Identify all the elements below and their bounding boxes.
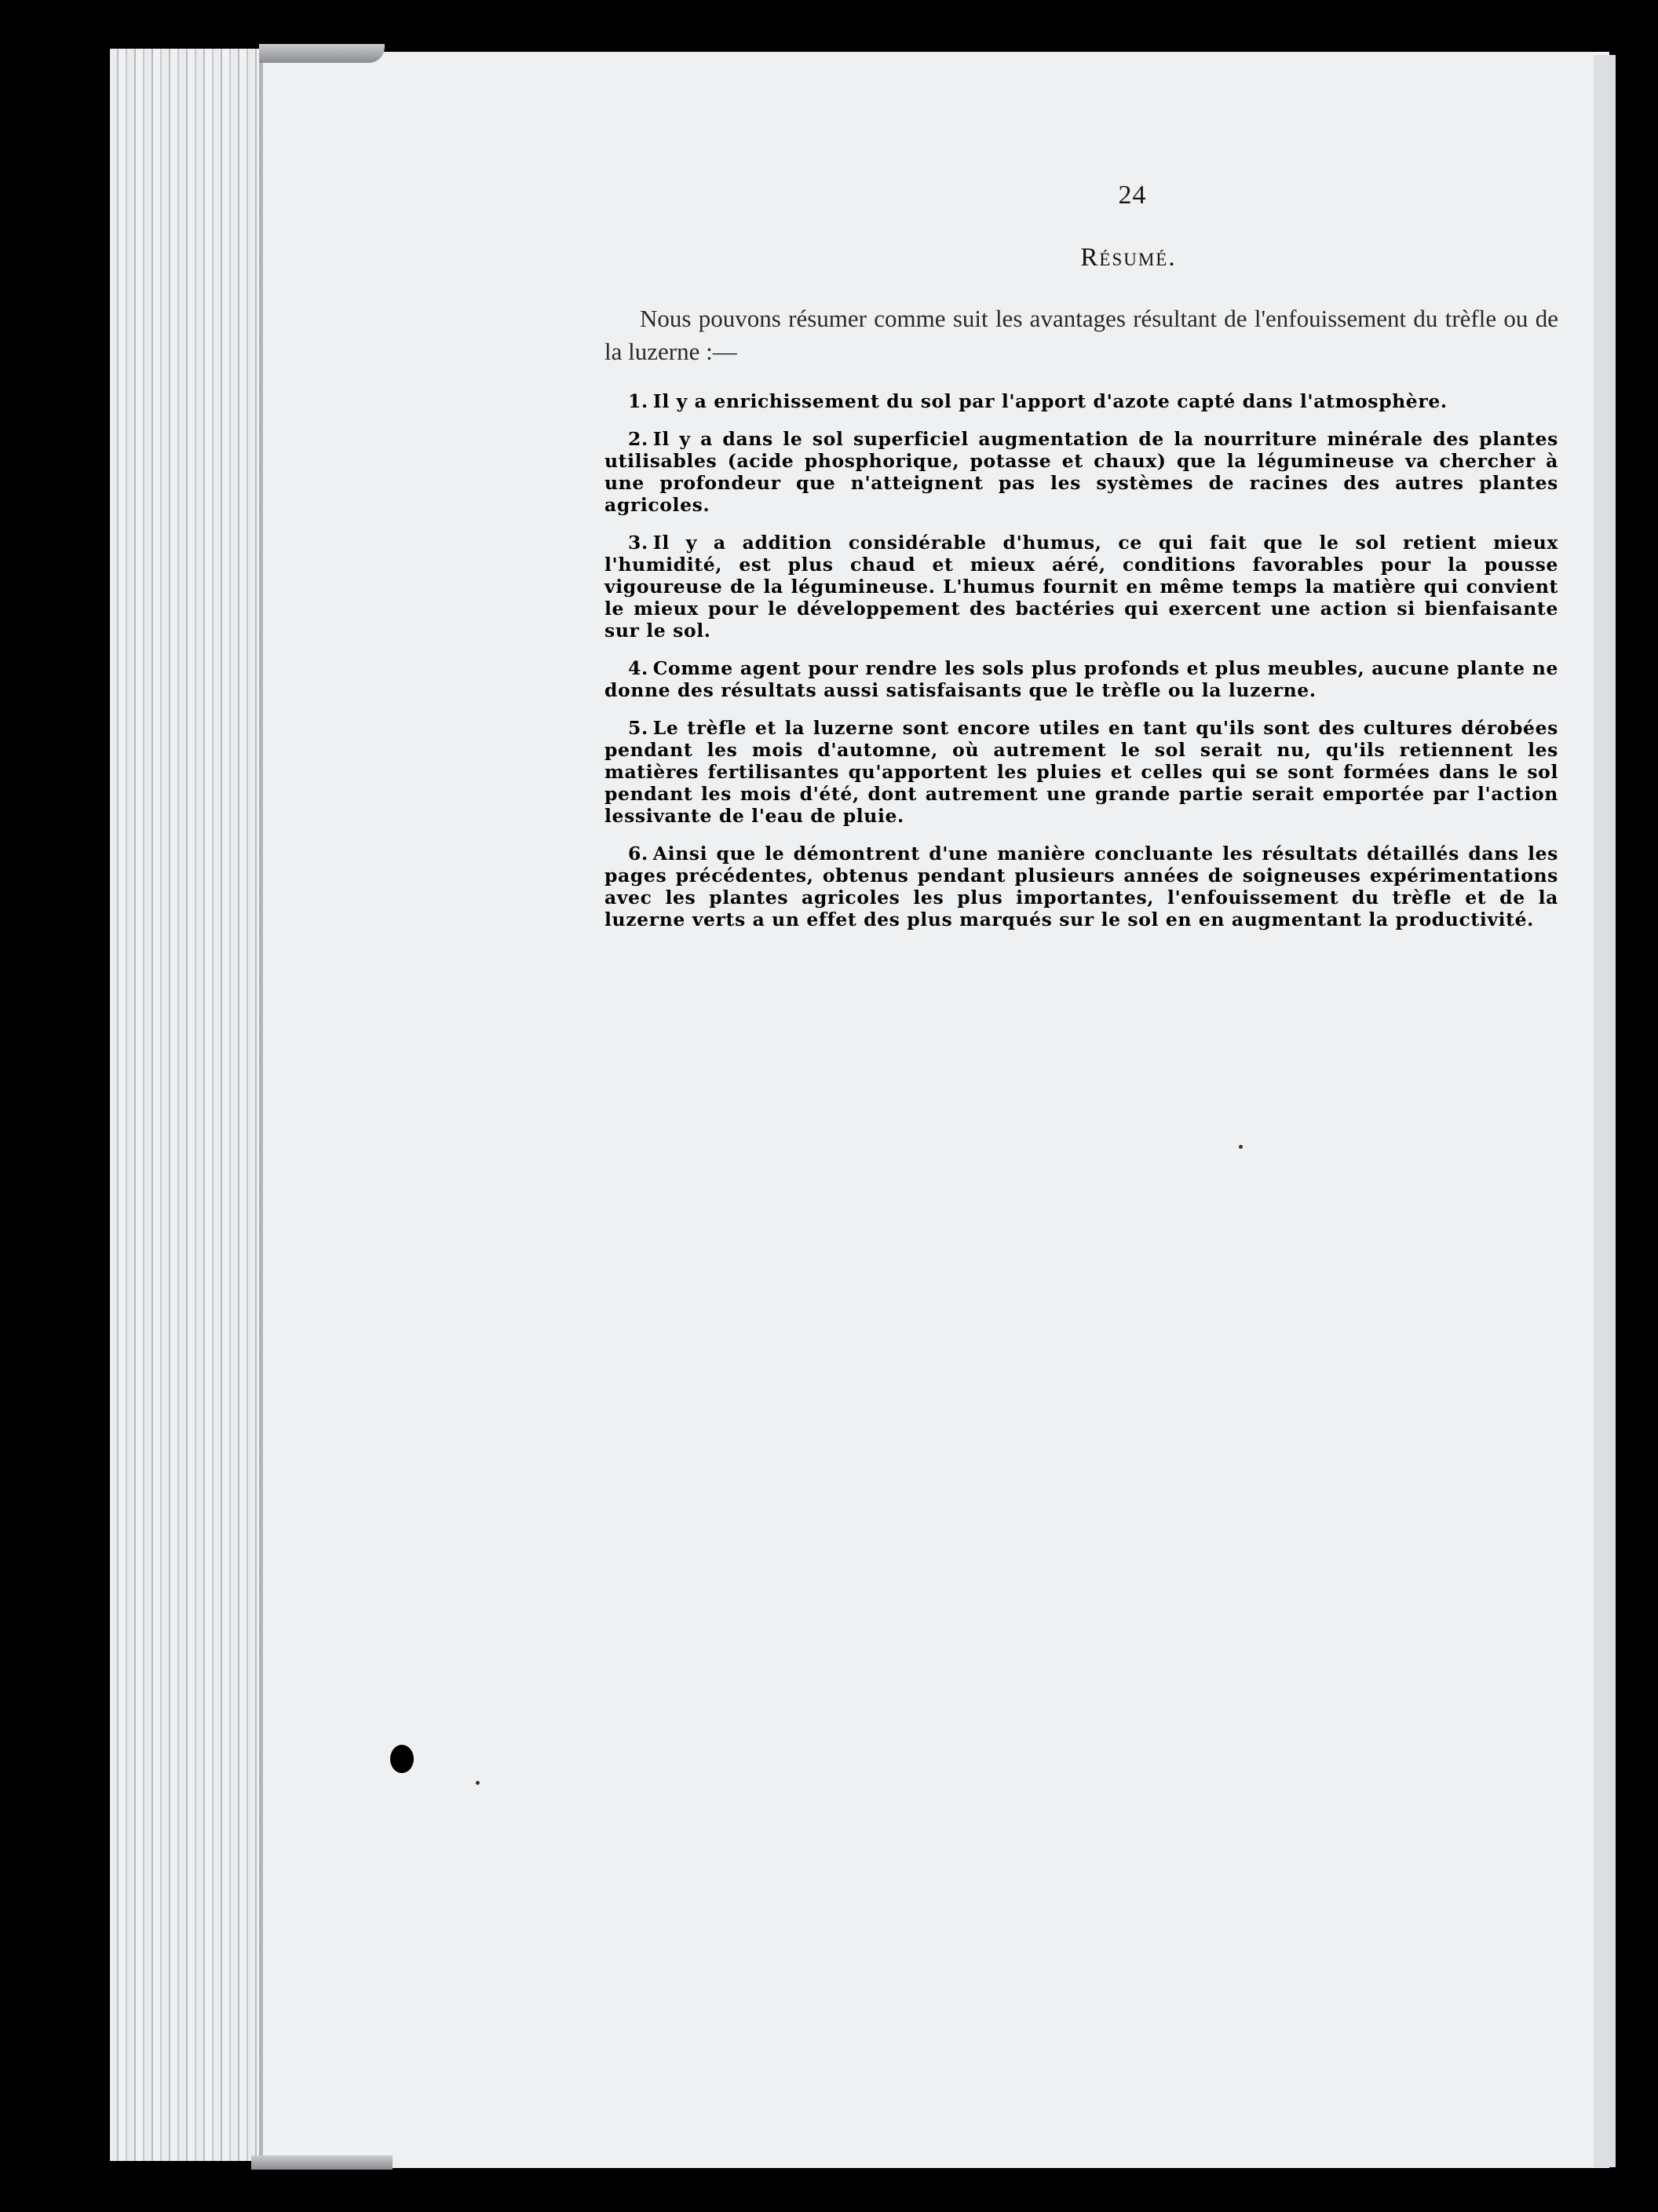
item-text: Le trèfle et la luzerne sont encore utiles en tant qu'ils sont des cultures dérobées pendant les mois d'automne, où autrement le sol serait nu, qu'ils retiennent les matières fertilisantes qu'apportent les pluies et celles qui se sont formées dans le sol pendant les mois d'été, dont autrement une grande partie serait emportée par l'action lessivante de l'eau de pluie. xyxy=(604,717,1558,827)
summary-item-1 xyxy=(604,390,1558,412)
page-right-edge xyxy=(1594,55,1616,2167)
page-bottom-curl xyxy=(251,2155,393,2170)
item-text: Comme agent pour rendre les sols plus profonds et plus meubles, aucune plante ne donne des résultats aussi satisfaisants que le trèfle ou la luzerne. xyxy=(604,657,1558,701)
item-number: 1. xyxy=(628,390,648,412)
page-number: 24 xyxy=(1118,181,1147,210)
page-stack-edges xyxy=(110,49,267,2161)
item-number: 4. xyxy=(628,657,648,679)
page-top-curl xyxy=(259,44,385,63)
item-text: Il y a addition considérable d'humus, ce qui fait que le sol retient mieux l'humidité, est plus chaud et mieux aéré, conditions favorables pour la pousse vigoureuse de la légumineuse. L'humus fournit en même temps la matière qui convient le mieux pour le développement des bactéries qui exercent une action si bienfaisante sur le sol. xyxy=(604,532,1558,642)
item-number: 6. xyxy=(628,843,648,865)
summary-item-3 xyxy=(604,532,1558,642)
summary-item-6 xyxy=(604,843,1558,931)
item-number: 2. xyxy=(628,428,648,450)
item-text: Il y a enrichissement du sol par l'apport d'azote capté dans l'atmosphère. xyxy=(652,390,1448,412)
summary-item-4 xyxy=(604,657,1558,701)
intro-paragraph: Nous pouvons résumer comme suit les avantages résultant de l'enfouissement du trèfle ou de la luzerne :— xyxy=(604,305,1558,365)
item-text: Il y a dans le sol superficiel augmentation de la nourriture minérale des plantes utilisables (acide phosphorique, potasse et chaux) que la légumineuse va chercher à une profondeur que n'atteignent pas les systèmes de racines des autres plantes agricoles. xyxy=(604,428,1558,516)
item-number: 3. xyxy=(628,532,648,554)
summary-item-5 xyxy=(604,717,1558,827)
ink-speck xyxy=(1239,1145,1243,1149)
item-text: Ainsi que le démontrent d'une manière concluante les résultats détaillés dans les pages précédentes, obtenus pendant plusieurs années de soigneuses expérimentations avec les plantes agricoles les plus importantes, l'enfouissement du trèfle et de la luzerne verts a un effet des plus marqués sur le sol en en augmentant la productivité. xyxy=(604,843,1558,931)
ink-speck xyxy=(476,1781,480,1785)
summary-item-2 xyxy=(604,428,1558,516)
item-number: 5. xyxy=(628,717,648,739)
section-heading: Résumé. xyxy=(1080,243,1177,272)
ink-blot xyxy=(390,1745,414,1773)
page-content xyxy=(604,181,1558,946)
